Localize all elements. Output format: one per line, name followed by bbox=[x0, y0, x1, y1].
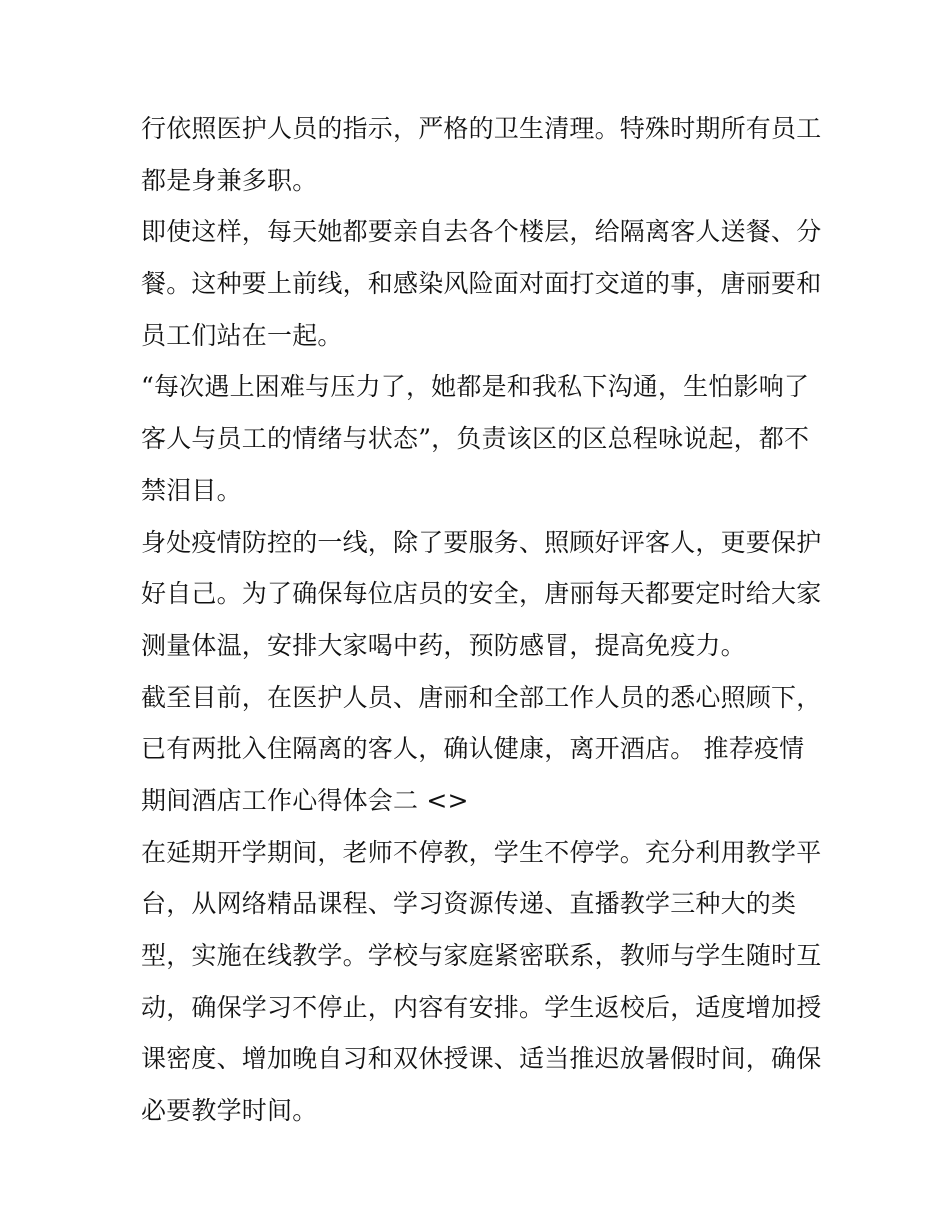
text-line: 即使这样，每天她都要亲自去各个楼层，给隔离客人送餐、分 bbox=[141, 217, 822, 247]
text-line: 已有两批入住隔离的客人，确认健康，离开酒店。 推荐疫情 bbox=[141, 734, 805, 764]
text-line: 都是身兼多职。 bbox=[141, 165, 318, 195]
text-line: “每次遇上困难与压力了，她都是和我私下沟通，生怕影响了 bbox=[141, 372, 810, 402]
text-line: 动，确保学习不停止，内容有安排。学生返校后，适度增加授 bbox=[141, 992, 822, 1022]
text-line: 行依照医护人员的指示，严格的卫生清理。特殊时期所有员工 bbox=[141, 114, 822, 143]
text-line: 测量体温，安排大家喝中药，预防感冒，提高免疫力。 bbox=[141, 630, 746, 660]
text-line: 必要教学时间。 bbox=[141, 1096, 318, 1126]
text-line: 截至目前，在医护人员、唐丽和全部工作人员的悉心照顾下， bbox=[141, 682, 822, 712]
text-line: 身处疫情防控的一线，除了要服务、照顾好评客人，更要保护 bbox=[141, 527, 822, 557]
document-text-body bbox=[141, 103, 821, 1137]
text-line: 好自己。为了确保每位店员的安全，唐丽每天都要定时给大家 bbox=[141, 579, 822, 609]
text-line: 课密度、增加晚自习和双休授课、适当推迟放暑假时间，确保 bbox=[141, 1044, 822, 1074]
text-line: 员工们站在一起。 bbox=[141, 320, 343, 350]
text-line: 期间酒店工作心得体会二 <> bbox=[141, 785, 469, 815]
text-line: 在延期开学期间，老师不停教，学生不停学。充分利用教学平 bbox=[141, 837, 822, 867]
text-line: 台，从网络精品课程、学习资源传递、直播教学三种大的类 bbox=[141, 889, 797, 919]
text-line: 餐。这种要上前线，和感染风险面对面打交道的事，唐丽要和 bbox=[141, 269, 822, 299]
text-line: 禁泪目。 bbox=[141, 475, 242, 505]
text-line: 型，实施在线教学。学校与家庭紧密联系，教师与学生随时互 bbox=[141, 941, 822, 970]
text-line: 客人与员工的情绪与状态”，负责该区的区总程咏说起，都不 bbox=[141, 424, 810, 454]
